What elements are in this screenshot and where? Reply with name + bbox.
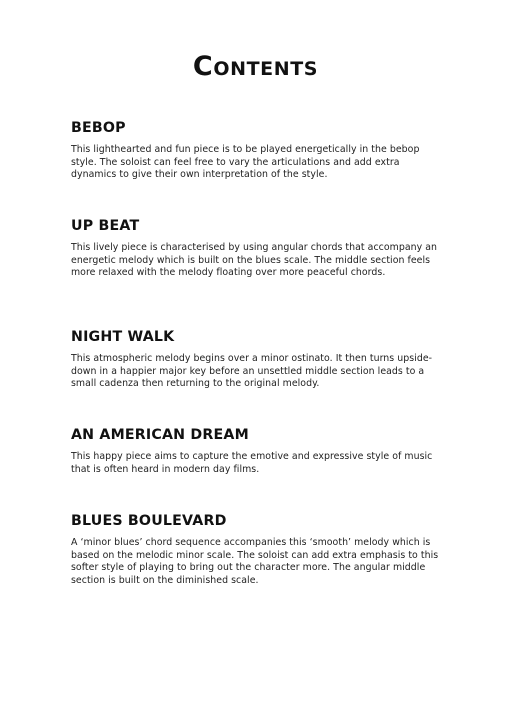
page-title: Contents: [192, 51, 319, 82]
entry-description: This lively piece is characterised by using angular chords that accompany an energetic melody which is built on the blues scale. The middle section feels more relaxed with the melody floating over more peaceful chords.: [71, 242, 438, 279]
entry-title: AN AMERICAN DREAM: [71, 427, 249, 443]
contents-entry-bebop: [71, 119, 443, 182]
contents-entry-an-american-dream: [71, 426, 443, 476]
contents-entry-night-walk: [71, 328, 443, 391]
entry-title: BLUES BOULEVARD: [71, 513, 227, 529]
contents-entry-blues-boulevard: [71, 512, 443, 587]
entry-title: UP BEAT: [71, 218, 140, 234]
entry-description: This happy piece aims to capture the emotive and expressive style of music that is often heard in modern day films.: [71, 451, 433, 475]
entry-description: This lighthearted and fun piece is to be played energetically in the bebop style. The soloist can feel free to vary the articulations and add extra dynamics to give their own interpretation of the style.: [71, 144, 420, 181]
contents-entry-up-beat: [71, 217, 443, 280]
entry-description: A ‘minor blues’ chord sequence accompanies this ‘smooth’ melody which is based on the melodic minor scale. The soloist can add extra emphasis to this softer style of playing to bring out the character more. The angular middle section is built on the diminished scale.: [71, 537, 439, 586]
entry-description: This atmospheric melody begins over a minor ostinato. It then turns upside-down in a happier major key before an unsettled middle section leads to a small cadenza then returning to the original melody.: [71, 353, 433, 390]
entry-title: NIGHT WALK: [71, 329, 175, 345]
entry-title: BEBOP: [71, 120, 126, 136]
